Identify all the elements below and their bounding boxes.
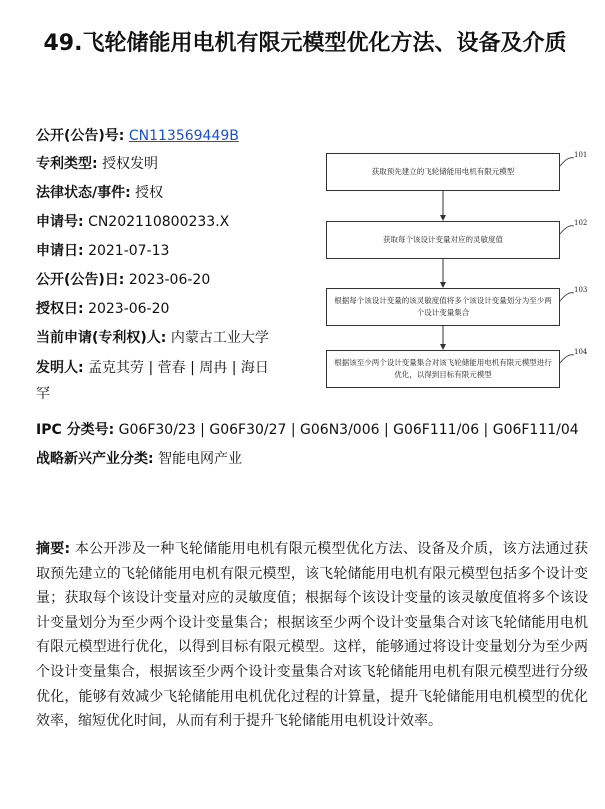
- pub-date-row: [36, 267, 210, 293]
- leader-102: [560, 226, 574, 234]
- type-value: 授权发明: [102, 156, 159, 172]
- inventors-value: 孟克其劳 | 菅春 | 周冉 | 海日罕: [36, 360, 269, 402]
- ipc-label: IPC 分类号:: [36, 422, 115, 438]
- inventors-label: 发明人:: [36, 360, 84, 376]
- assignee-row: [36, 325, 269, 351]
- leader-103: [560, 293, 574, 301]
- abstract-text: 本公开涉及一种飞轮储能用电机有限元模型优化方法、设备及介质，该方法通过获取预先建立的飞轮储能用电机有限元模型，该飞轮储能用电机有限元模型包括多个设计变量；获取每个该设计变量对应的灵敏度值；根据每个该设计变量的该灵敏度值将多个该设计变量划分为至少两个设计变量集合；根据该至少两个设计变量集合对该飞轮储能用电机有限元模型进行优化，以得到目标有限元模型。这样，能够通过将设计变量划分为至少两个设计变量集合，根据该至少两个设计变量集合对该飞轮储能用电机有限元模型进行分级优化，能够有效减少飞轮储能用电机优化过程的计算量，提升飞轮储能用电机模型的优化效率，缩短优化时间，从而有利于提升飞轮储能用电机设计效率。: [36, 541, 588, 730]
- industry-label: 战略新兴产业分类:: [36, 451, 154, 467]
- ipc-row: [36, 417, 579, 443]
- pub-date-value: 2023-06-20: [128, 272, 211, 288]
- method-flowchart: [322, 148, 592, 388]
- grant-date-value: 2023-06-20: [88, 301, 170, 317]
- grant-date-row: [36, 296, 169, 322]
- status-row: [36, 180, 163, 206]
- flow-step-103: 根据每个该设计变量的该灵敏度值将多个该设计变量划分为至少两个设计变量集合: [326, 288, 560, 326]
- pub-no-link[interactable]: CN113569449B: [128, 128, 239, 144]
- inventors-row: [36, 355, 276, 407]
- app-no-row: [36, 209, 229, 235]
- abstract: [36, 537, 588, 734]
- app-date-value: 2021-07-13: [88, 243, 170, 259]
- flow-step-104: 根据该至少两个设计变量集合对该飞轮储能用电机有限元模型进行优化，以得到目标有限元模型: [326, 350, 560, 388]
- app-date-label: 申请日:: [36, 243, 84, 259]
- app-no-label: 申请号:: [36, 214, 84, 230]
- app-date-row: [36, 238, 169, 264]
- pub-date-label: 公开(公告)日:: [36, 272, 125, 288]
- pub-no-label: 公开(公告)号:: [36, 128, 125, 144]
- flow-step-103-number: 103: [574, 286, 588, 294]
- type-label: 专利类型:: [36, 156, 98, 172]
- leader-104: [560, 355, 574, 363]
- flow-step-104-number: 104: [574, 348, 588, 356]
- industry-row: [36, 446, 242, 472]
- abstract-label: 摘要:: [36, 541, 71, 557]
- flow-step-102: 获取每个该设计变量对应的灵敏度值: [326, 221, 560, 259]
- status-value: 授权: [135, 185, 164, 201]
- flow-step-102-number: 102: [574, 219, 588, 227]
- flow-step-101: 获取预先建立的飞轮储能用电机有限元模型: [326, 153, 560, 191]
- type-row: [36, 151, 158, 177]
- app-no-value: CN202110800233.X: [88, 214, 230, 230]
- status-label: 法律状态/事件:: [36, 185, 131, 201]
- pub-no-row: [36, 123, 239, 149]
- assignee-value: 内蒙古工业大学: [170, 330, 269, 346]
- flow-step-101-number: 101: [574, 151, 588, 159]
- ipc-value: G06F30/23 | G06F30/27 | G06N3/006 | G06F111/06 | G06F111/04: [118, 422, 579, 438]
- assignee-label: 当前申请(专利权)人:: [36, 330, 167, 346]
- patent-title: 49.飞轮储能用电机有限元模型优化方法、设备及介质: [43, 31, 567, 56]
- grant-date-label: 授权日:: [36, 301, 84, 317]
- industry-value: 智能电网产业: [158, 451, 243, 467]
- leader-101: [560, 158, 574, 166]
